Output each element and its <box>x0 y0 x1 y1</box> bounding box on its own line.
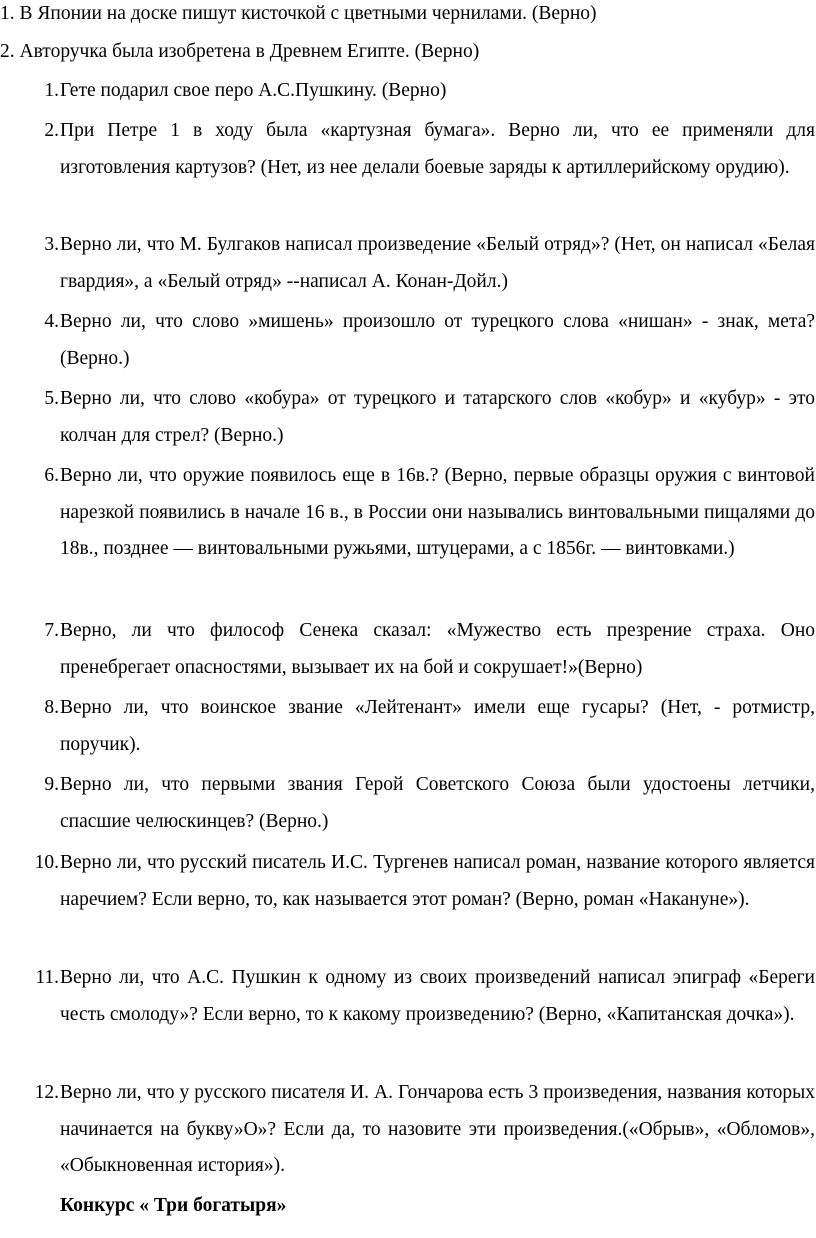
list-item-number: 2. <box>44 120 59 141</box>
list-item-text: Верно ли, что первыми звания Герой Советского Союза были удостоены летчики, спасшие челюскинцев? (Верно.) <box>60 774 815 832</box>
list-item-text: Верно ли, что М. Булгаков написал произведение «Белый отряд»? (Нет, он написал «Белая гвардия», а «Белый отряд» --написал А. Конан-Дойл.) <box>60 234 815 292</box>
list-item-text: Верно, ли что философ Сенека сказал: «Мужество есть презрение страха. Оно пренебрегает опасностями, вызывает их на бой и сокрушает!»(Верно) <box>60 620 815 678</box>
list-item-text: Верно ли, что русский писатель И.С. Тургенев написал роман, название которого является наречием? Если верно, то, как называется этот роман? (Верно, роман «Накануне»). <box>60 852 815 910</box>
intro-line: 2. Авторучка была изобретена в Древнем Египте. (Верно) <box>0 41 480 62</box>
list-item-text: Верно ли, что у русского писателя И. А. Гончарова есть 3 произведения, названия которых начинается на букву»О»? Если да, то назовите эти произведения.(«Обрыв», «Обломов», «Обыкновенная история»). <box>60 1082 815 1177</box>
list-item-number: 8. <box>44 697 59 718</box>
list-item-text: Верно ли, что слово «кобура» от турецкого и татарского слов «кобур» и «кубур» - это колчан для стрел? (Верно.) <box>60 388 815 446</box>
list-item <box>25 845 815 918</box>
list-item <box>25 1075 815 1185</box>
list-item-number: 10. <box>34 852 59 873</box>
list-item <box>25 227 815 300</box>
list-item <box>25 960 815 1033</box>
list-item-number: 11. <box>35 967 59 988</box>
list-item-text: Верно ли, что воинское звание «Лейтенант» имели еще гусары? (Нет, - ротмистр, поручик). <box>60 697 815 755</box>
list-item <box>25 73 815 110</box>
list-item <box>25 613 815 686</box>
list-item <box>25 113 815 186</box>
list-item <box>25 690 815 763</box>
intro-line: 1. В Японии на доске пишут кисточкой с цветными чернилами. (Верно) <box>0 3 597 24</box>
list-item-text: Верно ли, что А.С. Пушкин к одному из своих произведений написал эпиграф «Береги честь смолоду»? Если верно, то к какому произведению? (Верно, «Капитанская дочка»). <box>60 967 815 1025</box>
list-item-number: 5. <box>44 388 59 409</box>
list-item-number: 9. <box>44 774 59 795</box>
list-item-number: 12. <box>34 1082 59 1103</box>
list-item-text: При Петре 1 в ходу была «картузная бумага». Верно ли, что ее применяли для изготовления картузов? (Нет, из нее делали боевые заряды к артиллерийскому орудию). <box>60 120 815 178</box>
section-heading: Конкурс « Три богатыря» <box>60 1195 287 1216</box>
list-item-text: Гете подарил свое перо А.С.Пушкину. (Верно) <box>60 80 447 101</box>
list-item-number: 7. <box>44 620 59 641</box>
list-item-number: 6. <box>44 465 59 486</box>
list-item-number: 4. <box>44 311 59 332</box>
list-item <box>25 381 815 454</box>
list-item <box>25 767 815 840</box>
list-item-text: Верно ли, что оружие появилось еще в 16в.? (Верно, первые образцы оружия с винтовой нарезкой появились в начале 16 в., в России они назывались винтовальными пищалями до 18в., позднее — винтовальными ружьями, штуцерами, а с 1856г. — винтовками.) <box>60 465 815 560</box>
list-item-number: 1. <box>44 80 59 101</box>
list-item-text: Верно ли, что слово »мишень» произошло от турецкого слова «нишан» - знак, мета? (Верно.) <box>60 311 815 369</box>
list-item <box>25 458 815 568</box>
list-item <box>25 304 815 377</box>
list-item-number: 3. <box>44 234 59 255</box>
